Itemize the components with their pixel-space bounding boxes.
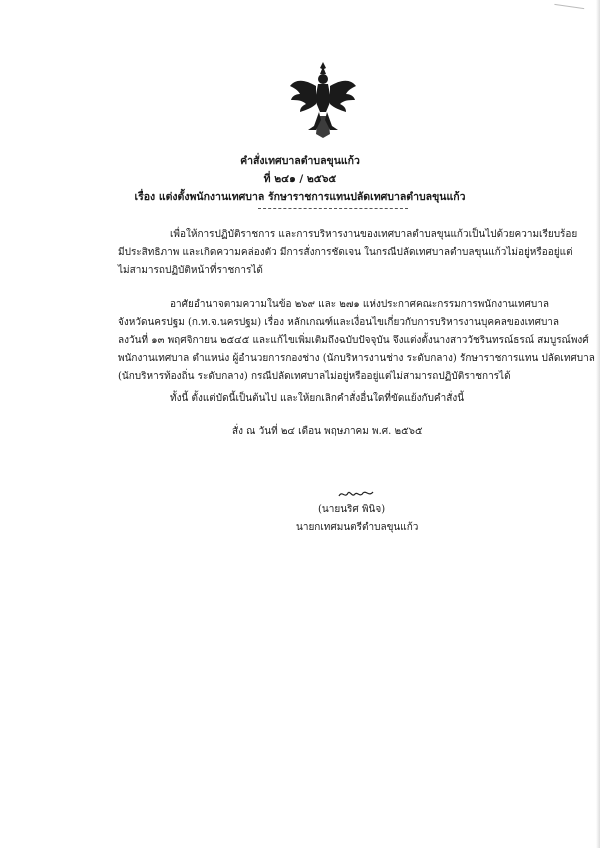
order-subject: เรื่อง แต่งตั้งพนักงานเทศบาล รักษาราชการแทนปลัดเทศบาลตำบลขุนแก้ว — [134, 191, 466, 203]
signatory-name: (นายนริศ พินิจ) — [318, 504, 386, 515]
paragraph-effective — [118, 390, 498, 408]
order-number: ที่ ๒๔๑ / ๒๕๖๕ — [263, 173, 337, 185]
paragraph-line: เพื่อให้การปฏิบัติราชการ และการบริหารงานของเทศบาลตำบลขุนแก้วเป็นไปด้วยความเรียบร้อย — [170, 229, 578, 240]
paragraph-line: (นักบริหารท้องถิ่น ระดับกลาง) กรณีปลัดเทศบาลไม่อยู่หรืออยู่แต่ไม่สามารถปฏิบัติราชการได้ — [118, 371, 511, 382]
scan-edge — [596, 0, 600, 848]
paragraph-authority — [118, 296, 595, 386]
paragraph-line: อาศัยอำนาจตามความในข้อ ๒๖๙ และ ๒๗๑ แห่งประกาศคณะกรรมการพนักงานเทศบาล — [170, 299, 549, 310]
signatory-position: นายกเทศมนตรีตำบลขุนแก้ว — [296, 522, 419, 533]
paragraph-line: ไม่สามารถปฏิบัติหน้าที่ราชการได้ — [118, 265, 263, 276]
paragraph-purpose — [118, 226, 578, 280]
paragraph-line: มีประสิทธิภาพ และเกิดความคล่องตัว มีการสั่งการชัดเจน ในกรณีปลัดเทศบาลตำบลขุนแก้วไม่อยู่หรืออยู่แต่ — [118, 247, 573, 258]
order-title: คำสั่งเทศบาลตำบลขุนแก้ว — [240, 155, 360, 167]
order-date: สั่ง ณ วันที่ ๒๔ เดือน พฤษภาคม พ.ศ. ๒๕๖๕ — [232, 426, 423, 437]
garuda-emblem-icon — [288, 60, 358, 138]
header-divider — [258, 208, 408, 209]
paragraph-line: พนักงานเทศบาล ตำแหน่ง ผู้อำนวยการกองช่าง (นักบริหารงานช่าง ระดับกลาง) รักษาราชการแทน ปลัดเทศบาล — [118, 353, 595, 364]
scan-artifact — [554, 4, 584, 13]
paragraph-line: ลงวันที่ ๑๓ พฤศจิกายน ๒๕๔๕ และแก้ไขเพิ่มเติมถึงฉบับปัจจุบัน จึงแต่งตั้งนางสาววัชรินทรณ์ธรณ์ สมบูรณ์พงศ์ — [118, 335, 589, 346]
paragraph-line: จังหวัดนครปฐม (ก.ท.จ.นครปฐม) เรื่อง หลักเกณฑ์และเงื่อนไขเกี่ยวกับการบริหารงานบุคคลของเทศบาล — [118, 317, 560, 328]
signature-mark — [338, 487, 374, 501]
paragraph-line: ทั้งนี้ ตั้งแต่บัดนี้เป็นต้นไป และให้ยกเลิกคำสั่งอื่นใดที่ขัดแย้งกับคำสั่งนี้ — [170, 393, 465, 404]
